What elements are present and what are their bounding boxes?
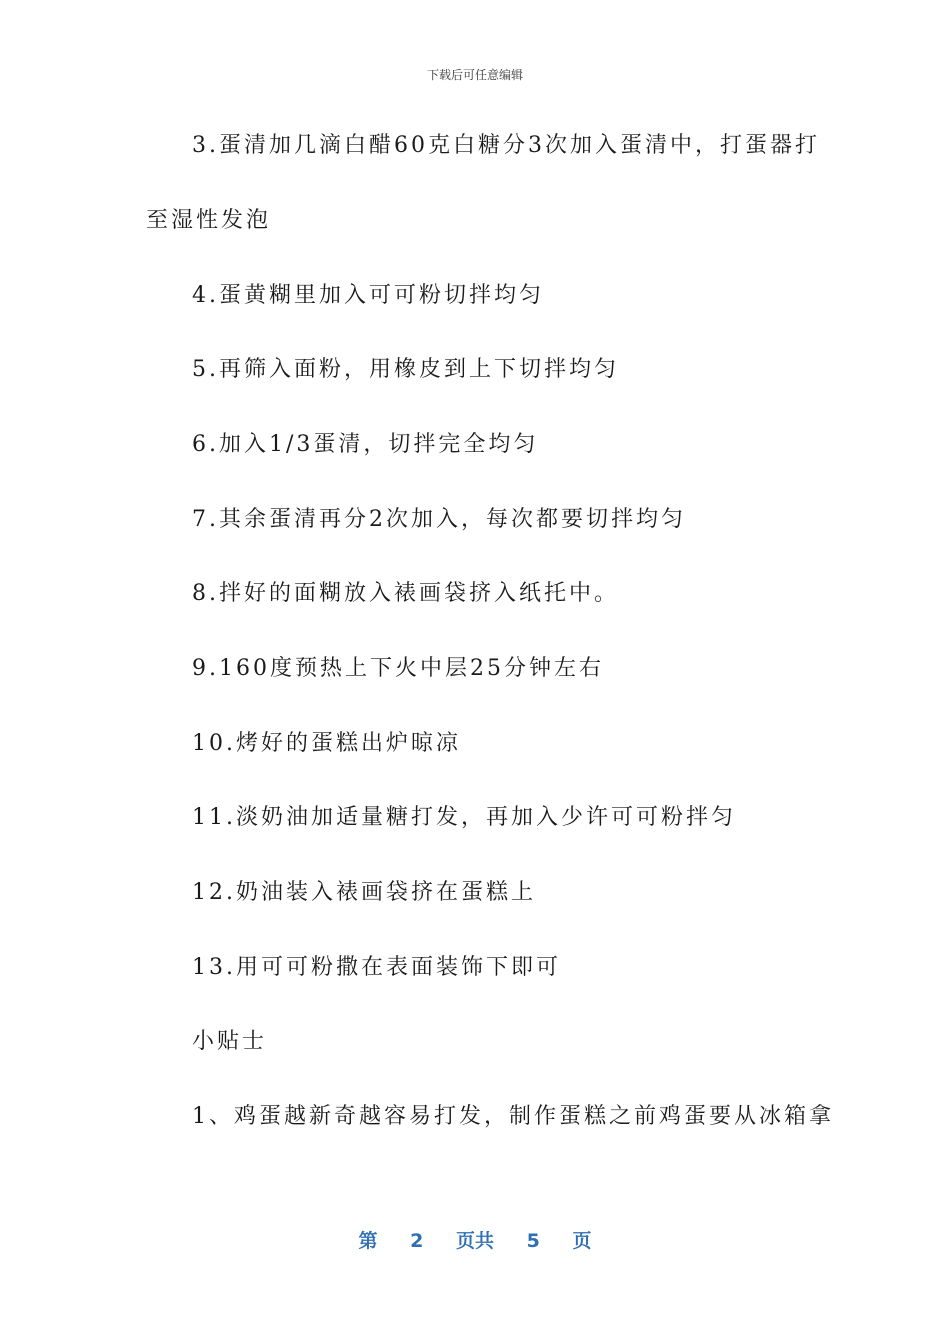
step-8: 8.拌好的面糊放入裱画袋挤入纸托中。 xyxy=(192,581,619,606)
footer-prefix: 第 xyxy=(358,1230,378,1252)
footer-middle: 页共 xyxy=(455,1230,494,1252)
step-3-line-2: 至湿性发泡 xyxy=(146,208,272,233)
page-header: 下载后可任意编辑 xyxy=(426,68,523,82)
step-10: 10.烤好的蛋糕出炉晾凉 xyxy=(192,731,461,756)
step-11: 11.淡奶油加适量糖打发，再加入少许可可粉拌匀 xyxy=(192,805,736,830)
step-6: 6.加入1/3蛋清，切拌完全均匀 xyxy=(192,432,539,457)
step-13: 13.用可可粉撒在表面装饰下即可 xyxy=(192,955,561,980)
tips-heading: 小贴士 xyxy=(192,1029,268,1054)
step-3-line-1: 3.蛋清加几滴白醋60克白糖分3次加入蛋清中，打蛋器打 xyxy=(192,133,820,158)
step-7: 7.其余蛋清再分2次加入，每次都要切拌均匀 xyxy=(192,507,686,532)
footer-page-number: 2 xyxy=(410,1230,424,1252)
step-4: 4.蛋黄糊里加入可可粉切拌均匀 xyxy=(192,283,544,308)
page-footer xyxy=(0,1226,950,1253)
footer-total-pages: 5 xyxy=(526,1230,540,1252)
step-12: 12.奶油装入裱画袋挤在蛋糕上 xyxy=(192,880,536,905)
step-5: 5.再筛入面粉，用橡皮到上下切拌均匀 xyxy=(192,357,619,382)
footer-suffix: 页 xyxy=(572,1230,592,1252)
step-9: 9.160度预热上下火中层25分钟左右 xyxy=(192,656,604,681)
tip-1: 1、鸡蛋越新奇越容易打发，制作蛋糕之前鸡蛋要从冰箱拿 xyxy=(192,1104,834,1129)
